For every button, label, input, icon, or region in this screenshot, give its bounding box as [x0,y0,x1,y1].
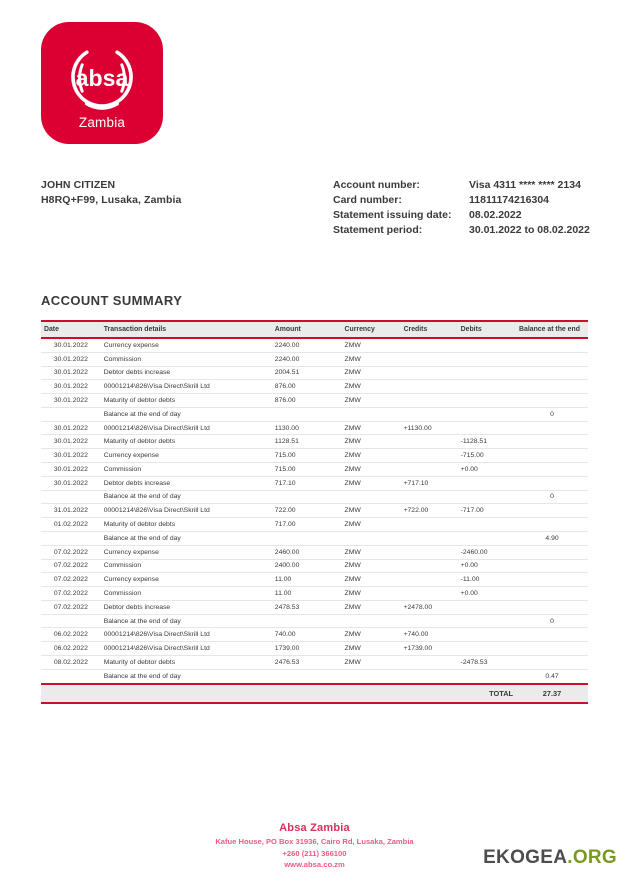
cell-debits [458,407,516,421]
footer-website[interactable]: www.absa.co.zm [284,860,345,869]
cell-currency [342,407,401,421]
cell-amount: 715.00 [272,449,342,463]
cell-balance [516,587,588,601]
cell-currency: ZMW [342,559,401,573]
cell-debits: -2478.53 [458,655,516,669]
column-header-details: Transaction details [101,321,272,338]
cell-debits [458,518,516,532]
column-header-balance: Balance at the end [516,321,588,338]
cell-currency [342,490,401,504]
customer-address: H8RQ+F99, Lusaka, Zambia [41,194,182,206]
cell-details: Balance at the end of day [101,614,272,628]
watermark-suffix: .ORG [567,847,617,868]
card-number-value: 11811174216304 [469,194,550,206]
account-number-row [333,178,590,193]
table-header [41,321,588,338]
cell-date: 06.02.2022 [41,642,101,656]
table-row [41,600,588,614]
cell-balance [516,545,588,559]
cell-date: 30.01.2022 [41,449,101,463]
cell-currency: ZMW [342,380,401,394]
cell-details: Balance at the end of day [101,490,272,504]
cell-amount: 1128.51 [272,435,342,449]
absa-wordmark: absa [75,64,129,91]
balance-row [41,407,588,421]
cell-credits: +722.00 [401,504,458,518]
logo-country-label: Zambia [78,115,126,130]
cell-details: Debtor debts increase [101,476,272,490]
cell-details: Maturity of debtor debts [101,435,272,449]
cell-amount: 876.00 [272,380,342,394]
cell-debits [458,394,516,408]
cell-debits [458,380,516,394]
table-row [41,394,588,408]
cell-balance: 0 [516,407,588,421]
cell-balance [516,421,588,435]
table-row [41,587,588,601]
cell-date: 30.01.2022 [41,366,101,380]
cell-details: Currency expense [101,545,272,559]
cell-details: Commission [101,559,272,573]
cell-amount: 715.00 [272,463,342,477]
column-header-debits: Debits [458,321,516,338]
cell-balance [516,338,588,352]
cell-balance [516,449,588,463]
card-number-label: Card number: [333,194,402,206]
cell-date: 30.01.2022 [41,435,101,449]
cell-currency: ZMW [342,366,401,380]
account-number-value: Visa 4311 **** **** 2134 [469,179,581,191]
issuing-date-row [333,208,590,223]
cell-currency: ZMW [342,504,401,518]
cell-amount: 2240.00 [272,352,342,366]
cell-credits [401,366,458,380]
cell-date: 31.01.2022 [41,504,101,518]
cell-debits [458,338,516,352]
cell-balance [516,352,588,366]
cell-amount: 740.00 [272,628,342,642]
cell-debits: -2460.00 [458,545,516,559]
cell-details: Commission [101,463,272,477]
table-row [41,518,588,532]
cell-currency: ZMW [342,545,401,559]
table-row [41,449,588,463]
cell-details: Balance at the end of day [101,669,272,683]
table-row [41,463,588,477]
cell-amount: 11.00 [272,573,342,587]
cell-amount: 2476.53 [272,655,342,669]
total-pad-credits [401,684,458,703]
table-row [41,642,588,656]
column-header-date: Date [41,321,101,338]
cell-credits: +1739.00 [401,642,458,656]
footer-address: Kafue House, PO Box 31936, Cairo Rd, Lusaka, Zambia [215,837,414,846]
cell-date: 30.01.2022 [41,352,101,366]
cell-credits [401,587,458,601]
cell-amount: 1739.00 [272,642,342,656]
cell-amount: 2004.51 [272,366,342,380]
cell-currency: ZMW [342,518,401,532]
cell-balance [516,435,588,449]
column-header-amount: Amount [272,321,342,338]
cell-amount: 1130.00 [272,421,342,435]
balance-row [41,669,588,683]
table-row [41,628,588,642]
account-number-label: Account number: [333,179,420,191]
cell-debits: +0.00 [458,463,516,477]
cell-balance: 0.47 [516,669,588,683]
cell-date [41,531,101,545]
cell-currency [342,614,401,628]
cell-balance: 0 [516,490,588,504]
cell-amount: 2478.53 [272,600,342,614]
table-row [41,655,588,669]
customer-name: JOHN CITIZEN [41,179,116,191]
cell-date: 30.01.2022 [41,394,101,408]
column-header-currency: Currency [342,321,401,338]
cell-debits [458,614,516,628]
cell-debits [458,476,516,490]
cell-debits [458,642,516,656]
cell-balance [516,655,588,669]
cell-amount [272,490,342,504]
cell-amount: 717.00 [272,518,342,532]
table-row [41,352,588,366]
statement-period-value: 30.01.2022 to 08.02.2022 [469,224,590,236]
cell-debits: -1128.51 [458,435,516,449]
transactions-table [41,320,588,704]
table-row [41,380,588,394]
cell-debits: -11.00 [458,573,516,587]
cell-amount: 2460.00 [272,545,342,559]
cell-details: 00001214\826\Visa Direct\Skrill Ltd [101,421,272,435]
cell-details: Maturity of debtor debts [101,394,272,408]
balance-row [41,490,588,504]
cell-credits: +740.00 [401,628,458,642]
cell-currency: ZMW [342,476,401,490]
cell-credits [401,518,458,532]
logo-tile [41,22,163,144]
cell-details: 00001214\826\Visa Direct\Skrill Ltd [101,642,272,656]
table-row [41,435,588,449]
cell-details: 00001214\826\Visa Direct\Skrill Ltd [101,504,272,518]
cell-date: 30.01.2022 [41,476,101,490]
cell-details: Currency expense [101,449,272,463]
cell-currency: ZMW [342,628,401,642]
cell-debits [458,421,516,435]
total-pad-currency [342,684,401,703]
cell-balance [516,463,588,477]
table-header-row [41,321,588,338]
cell-amount: 11.00 [272,587,342,601]
cell-details: Maturity of debtor debts [101,655,272,669]
cell-currency [342,531,401,545]
cell-date: 08.02.2022 [41,655,101,669]
total-label: TOTAL [458,684,516,703]
cell-details: Debtor debts increase [101,366,272,380]
balance-row [41,531,588,545]
cell-date: 30.01.2022 [41,338,101,352]
cell-currency: ZMW [342,449,401,463]
cell-currency: ZMW [342,655,401,669]
cell-credits [401,490,458,504]
cell-credits: +2478.00 [401,600,458,614]
cell-details: Commission [101,587,272,601]
cell-credits [401,463,458,477]
cell-amount: 722.00 [272,504,342,518]
cell-currency: ZMW [342,435,401,449]
cell-date [41,614,101,628]
cell-date: 07.02.2022 [41,573,101,587]
table-row [41,504,588,518]
cell-amount: 2400.00 [272,559,342,573]
total-row [41,684,588,703]
total-pad-details [101,684,272,703]
cell-credits [401,655,458,669]
table-body [41,338,588,684]
cell-date [41,407,101,421]
cell-currency: ZMW [342,394,401,408]
cell-date: 06.02.2022 [41,628,101,642]
cell-debits [458,366,516,380]
absa-logo [41,22,163,144]
cell-amount: 717.10 [272,476,342,490]
cell-details: Balance at the end of day [101,407,272,421]
cell-credits: +1130.00 [401,421,458,435]
cell-credits [401,573,458,587]
cell-amount [272,531,342,545]
cell-credits: +717.10 [401,476,458,490]
cell-credits [401,545,458,559]
total-value: 27.37 [516,684,588,703]
cell-debits [458,669,516,683]
table-row [41,559,588,573]
cell-debits [458,352,516,366]
cell-credits [401,531,458,545]
cell-amount [272,407,342,421]
cell-details: Debtor debts increase [101,600,272,614]
ekogea-watermark [483,847,617,869]
cell-balance [516,504,588,518]
cell-currency: ZMW [342,600,401,614]
cell-currency: ZMW [342,642,401,656]
cell-debits [458,490,516,504]
cell-amount [272,669,342,683]
cell-debits [458,531,516,545]
cell-date [41,490,101,504]
cell-balance: 0 [516,614,588,628]
cell-details: 00001214\826\Visa Direct\Skrill Ltd [101,380,272,394]
cell-date: 30.01.2022 [41,463,101,477]
cell-credits [401,449,458,463]
transactions-table-wrap [41,320,588,704]
cell-debits [458,600,516,614]
cell-details: Commission [101,352,272,366]
cell-date: 30.01.2022 [41,421,101,435]
cell-credits [401,407,458,421]
cell-balance [516,518,588,532]
cell-debits: +0.00 [458,559,516,573]
cell-credits [401,338,458,352]
watermark-primary: EKOGEA [483,847,568,868]
cell-currency: ZMW [342,463,401,477]
total-pad-amount [272,684,342,703]
cell-balance [516,476,588,490]
cell-currency: ZMW [342,587,401,601]
cell-balance [516,559,588,573]
table-row [41,338,588,352]
cell-balance: 4.90 [516,531,588,545]
cell-currency [342,669,401,683]
cell-balance [516,573,588,587]
statement-period-label: Statement period: [333,224,423,236]
cell-credits [401,435,458,449]
cell-amount [272,614,342,628]
balance-row [41,614,588,628]
cell-date [41,669,101,683]
cell-details: Balance at the end of day [101,531,272,545]
issuing-date-value: 08.02.2022 [469,209,522,221]
cell-credits [401,380,458,394]
customer-block [41,178,181,208]
cell-debits [458,628,516,642]
cell-date: 30.01.2022 [41,380,101,394]
table-row [41,366,588,380]
cell-balance [516,366,588,380]
table-row [41,545,588,559]
cell-debits: +0.00 [458,587,516,601]
cell-debits: -715.00 [458,449,516,463]
cell-currency: ZMW [342,352,401,366]
footer-bank-name: Absa Zambia [279,822,350,834]
cell-balance [516,642,588,656]
cell-details: Maturity of debtor debts [101,518,272,532]
cell-balance [516,394,588,408]
cell-currency: ZMW [342,338,401,352]
cell-date: 01.02.2022 [41,518,101,532]
cell-balance [516,628,588,642]
cell-amount: 2240.00 [272,338,342,352]
cell-date: 07.02.2022 [41,587,101,601]
cell-date: 07.02.2022 [41,559,101,573]
cell-balance [516,600,588,614]
cell-credits [401,352,458,366]
table-row [41,421,588,435]
cell-currency: ZMW [342,421,401,435]
absa-ring-icon [69,45,135,111]
account-meta-block [333,178,590,238]
account-summary-title: ACCOUNT SUMMARY [41,293,183,308]
cell-credits [401,669,458,683]
cell-credits [401,559,458,573]
table-row [41,573,588,587]
cell-currency: ZMW [342,573,401,587]
cell-details: Currency expense [101,338,272,352]
cell-balance [516,380,588,394]
table-footer [41,684,588,703]
card-number-row [333,193,590,208]
cell-details: 00001214\826\Visa Direct\Skrill Ltd [101,628,272,642]
statement-period-row [333,223,590,238]
cell-debits: -717.00 [458,504,516,518]
cell-credits [401,394,458,408]
total-pad-date [41,684,101,703]
cell-credits [401,614,458,628]
cell-date: 07.02.2022 [41,600,101,614]
issuing-date-label: Statement issuing date: [333,209,452,221]
cell-details: Currency expense [101,573,272,587]
cell-date: 07.02.2022 [41,545,101,559]
cell-amount: 876.00 [272,394,342,408]
column-header-credits: Credits [401,321,458,338]
table-row [41,476,588,490]
footer-phone: +260 (211) 366100 [282,848,347,858]
